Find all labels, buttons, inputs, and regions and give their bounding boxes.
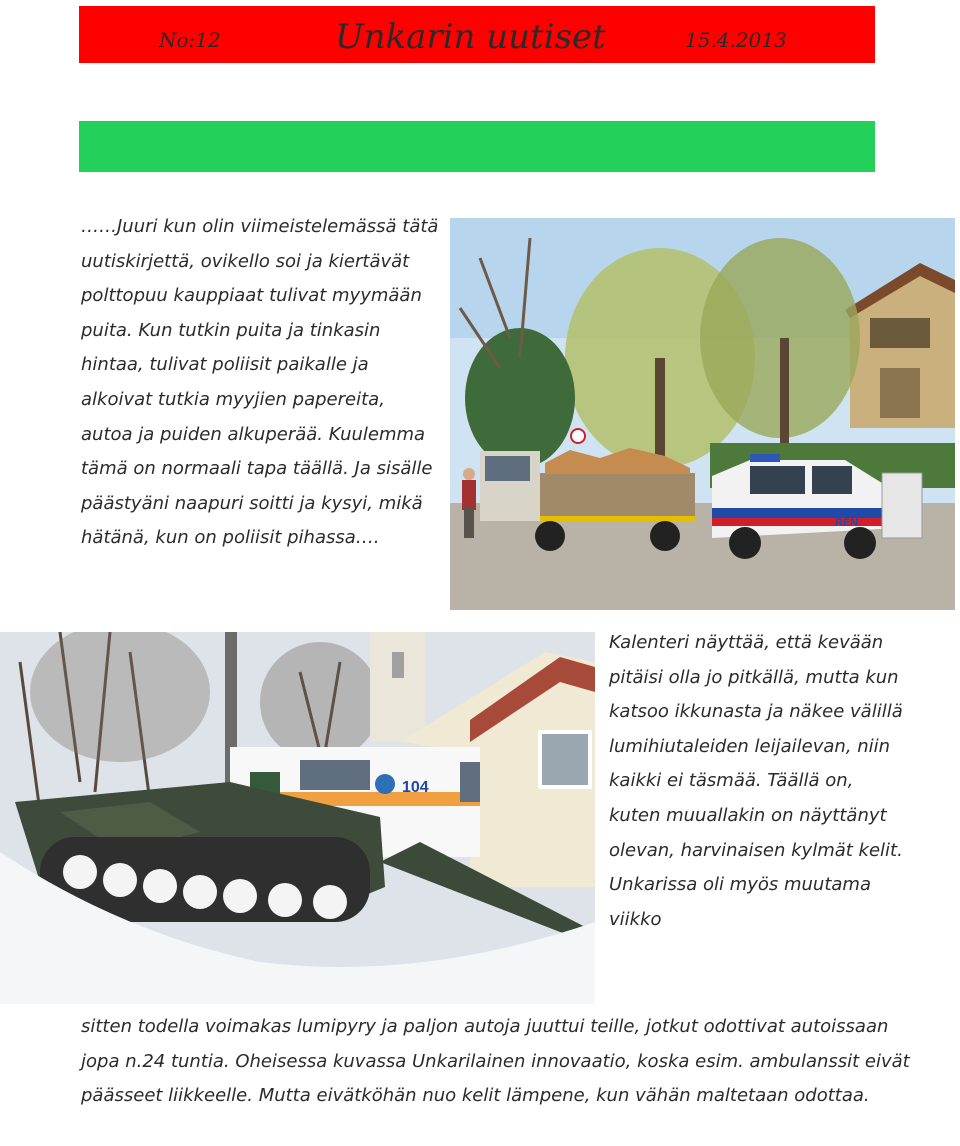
issue-number: No:12 bbox=[159, 28, 221, 52]
photo-police-firewood-truck bbox=[450, 218, 955, 610]
article-paragraph-1: ……Juuri kun olin viimeistelemässä tätä uutiskirjettä, ovikello soi ja kiertävät polttopuu kauppiaat tulivat myymään puita. Kun tutkin puita ja tinkasin hintaa, tulivat poliisit paikalle ja alkoivat tutkia myyjien papereita, autoa ja puiden alkuperää. Kuulemma tämä on normaali tapa täällä. Ja sisälle päästyäni naapuri soitti ja kysyi, mikä hätänä, kun on poliisit pihassa…. bbox=[81, 216, 439, 549]
newsletter-title: Unkarin uutiset bbox=[335, 17, 606, 57]
police-van-lettering: REN bbox=[835, 517, 859, 529]
article-paragraph-3: sitten todella voimakas lumipyry ja paljon autoja juuttui teille, jotkut odottivat autoissaan jopa n.24 tuntia. Oheisessa kuvassa Unkarilainen innovaatio, koska esim. ambulanssit eivät päässeet liikkeelle. Mutta eivätköhän nuo kelit lämpene, kun vähän maltetaan odottaa. bbox=[81, 1016, 910, 1107]
issue-date: 15.4.2013 bbox=[685, 28, 787, 52]
green-divider-bar bbox=[79, 121, 875, 172]
article-paragraph-2: Kalenteri näyttää, että kevään pitäisi olla jo pitkällä, mutta kun katsoo ikkunasta ja näkee välillä lumihiutaleiden leijailevan, niin kaikki ei täsmää. Täällä on, kuten muuallakin on näyttänyt olevan, harvinaisen kylmät kelit. Unkarissa oli myös muutama viikko bbox=[609, 632, 903, 930]
photo-tank-ambulance-snow bbox=[0, 632, 595, 1004]
ambulance-lettering: 104 bbox=[402, 779, 429, 796]
header-banner bbox=[79, 6, 875, 63]
